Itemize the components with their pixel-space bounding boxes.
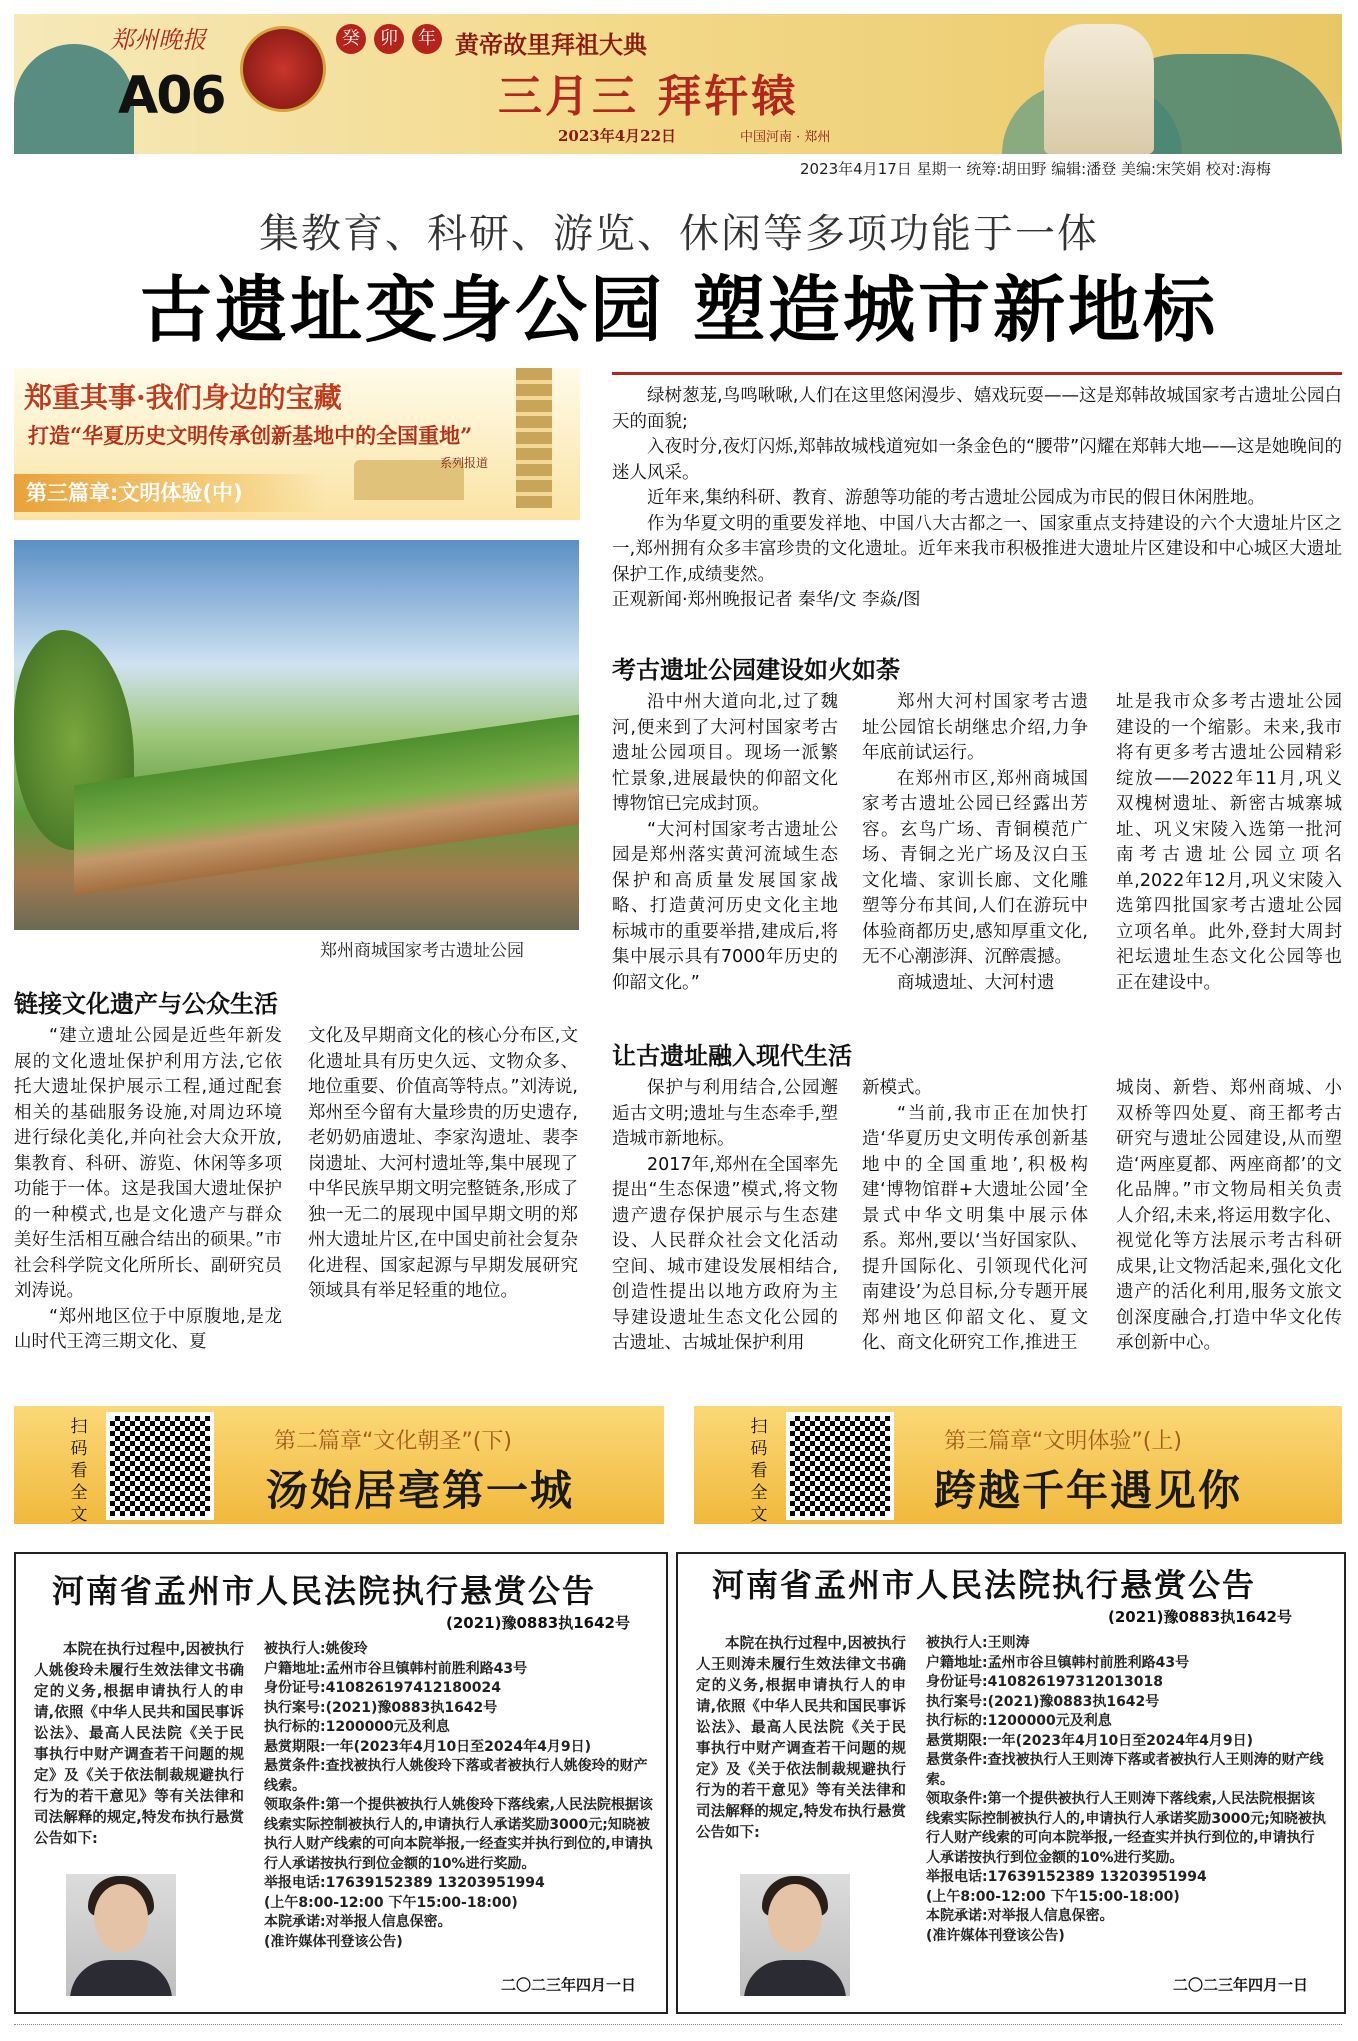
- detail-line: 悬赏期限:一年(2023年4月10日至2024年4月9日): [926, 1732, 1254, 1749]
- detail-line: 悬赏条件:查找被执行人王则涛下落或者被执行人王则涛的财产线索。: [926, 1752, 1324, 1788]
- paragraph: “当前,我市正在加快打造‘华夏历史文明传承创新基地中的全国重地’,积极构建‘博物馆群+大遗址公园’全景式中华文明集中展示体系。郑州,要以‘当好国家队、提升国际化、引领现代化河南建设’为总目标,分专题开展郑州地区仰韶文化、夏文化、商文化研究工作,推进王: [862, 1103, 1088, 1353]
- suspect-photo: [740, 1874, 850, 1996]
- scan-label: 扫码看全文: [750, 1417, 768, 1525]
- detail-line: 身份证号:410826197312013018: [926, 1674, 1163, 1690]
- face-shape: [768, 1884, 822, 1952]
- intro-paragraph: 近年来,集纳科研、教育、游憩等功能的考古遗址公园成为市民的假日休闲胜地。: [647, 488, 1266, 508]
- intro-paragraph: 入夜时分,夜灯闪烁,郑韩故城栈道宛如一条金色的“腰带”闪耀在郑韩大地——这是她晚间的迷人风采。: [612, 437, 1342, 483]
- detail-line: 执行案号:(2021)豫0883执1642号: [926, 1693, 1160, 1710]
- detail-line: 执行标的:1200000元及利息: [926, 1713, 1112, 1729]
- paragraph: 城岗、新砦、郑州商城、小双桥等四处夏、商王都考古研究与遗址公园建设,从而塑造‘两座夏都、两座商都’的文化品牌。”市文物局相关负责人介绍,未来,将运用数字化、视觉化等方法展示考古科研成果,让文物活起来,强化文化遗产的活化利用,服务文旅文创深度融合,打造中华文化传承创新中心。: [1116, 1078, 1342, 1353]
- detail-line: 执行案号:(2021)豫0883执1642号: [264, 1699, 498, 1716]
- notice-title: 河南省孟州市人民法院执行悬赏公告: [52, 1572, 597, 1610]
- paragraph: 在郑州市区,郑州商城国家考古遗址公园已经露出芳容。玄鸟广场、青铜模范广场、青铜之光广场及汉白玉文化墙、家训长廊、文化雕塑等分布其间,人们在游玩中体验商都历史,感知厚重文化,无不心潮澎湃、沉醉震撼。: [862, 768, 1088, 967]
- year-char: 年: [412, 24, 442, 54]
- detail-line: 执行标的:1200000元及利息: [264, 1719, 450, 1735]
- scan-label: 扫码看全文: [70, 1417, 88, 1525]
- paragraph: “大河村国家考古遗址公园是郑州落实黄河流域生态保护和高质量发展国家战略、打造黄河历史文化主地标城市的重要举措,建成后,将集中展示具有7000年历史的仰韶文化。”: [612, 819, 838, 993]
- detail-line: 户籍地址:孟州市谷旦镇韩村前胜利路43号: [264, 1660, 528, 1677]
- banner-chapter: 第二篇章“文化朝圣”(下): [274, 1429, 512, 1454]
- notice-case-number: (2021)豫0883执1642号: [446, 1614, 630, 1632]
- banner-title[interactable]: 汤始居亳第一城: [266, 1466, 575, 1515]
- main-headline: 古遗址变身公园 塑造城市新地标: [139, 267, 1219, 352]
- intro-rule: [612, 372, 1342, 375]
- detail-line: 本院承诺:对举报人信息保密。: [926, 1908, 1114, 1924]
- detail-line: (上午8:00-12:00 下午15:00-18:00): [264, 1894, 518, 1911]
- page-credits: 2023年4月17日 星期一 统筹:胡田野 编辑:潘登 美编:宋笑娟 校对:海梅: [800, 160, 1271, 178]
- paper-name-logo: 郑州晚报: [110, 26, 206, 54]
- notice-date: 二〇二三年四月一日: [1173, 1976, 1309, 1994]
- event-date: 2023年4月22日: [558, 127, 677, 145]
- series-title: 郑重其事·我们身边的宝藏: [24, 381, 342, 414]
- detail-line: 被执行人:姚俊玲: [264, 1641, 368, 1657]
- series-chapter: 第三篇章:文明体验(中): [14, 474, 326, 512]
- dragon-seal-icon: [240, 26, 326, 112]
- intro-paragraph: 绿树葱茏,鸟鸣啾啾,人们在这里悠闲漫步、嬉戏玩耍——这是郑韩故城国家考古遗址公园白天的面貌;: [612, 386, 1342, 432]
- section3-col2: [862, 1076, 1088, 1357]
- section-heading: 考古遗址公园建设如火如荼: [612, 656, 900, 684]
- headline-kicker: 集教育、科研、游览、休闲等多项功能于一体: [259, 211, 1099, 257]
- event-slogan: 三月三 拜轩辕: [498, 71, 799, 122]
- pagoda-decoration: [516, 368, 552, 508]
- section3-col3: [1116, 1076, 1342, 1357]
- paragraph: 商城遗址、大河村遗: [897, 972, 1055, 993]
- detail-line: 身份证号:410826197412180024: [264, 1680, 501, 1696]
- court-notice: [676, 1552, 1346, 2014]
- event-place: 中国河南 · 郑州: [740, 130, 831, 145]
- photo-caption: 郑州商城国家考古遗址公园: [320, 941, 524, 961]
- qr-code-icon[interactable]: [786, 1412, 894, 1520]
- detail-line: 本院承诺:对举报人信息保密。: [264, 1914, 452, 1930]
- mountain-decoration: [14, 44, 134, 154]
- detail-line: 举报电话:17639152389 13203951994: [926, 1869, 1207, 1885]
- shirt-shape: [70, 1960, 172, 1996]
- detail-line: 领取条件:第一个提供被执行人姚俊玲下落线索,人民法院根据该线索实际控制被执行人的,申请执行人承诺奖励3000元;知晓被执行人财产线索的可向本院举报,一经查实并执行到位的,申请执行人承诺按执行到位金额的10%进行奖励。: [264, 1797, 653, 1872]
- paragraph: 保护与利用结合,公园邂逅古文明;遗址与生态牵手,塑造城市新地标。: [612, 1078, 838, 1149]
- series-tag: 系列报道: [440, 456, 489, 470]
- notice-case-number: (2021)豫0883执1642号: [1108, 1608, 1292, 1626]
- section-heading: 让古遗址融入现代生活: [612, 1042, 852, 1070]
- year-char: 卯: [374, 24, 404, 54]
- notice-body: [696, 1634, 906, 1844]
- notice-title: 河南省孟州市人民法院执行悬赏公告: [712, 1566, 1257, 1604]
- detail-line: (上午8:00-12:00 下午15:00-18:00): [926, 1888, 1180, 1905]
- series-banner: [14, 368, 580, 520]
- section1-col2: [862, 690, 1088, 996]
- notice-body: [34, 1640, 244, 1850]
- paragraph: 郑州大河村国家考古遗址公园馆长胡继忠介绍,力争年底前试运行。: [862, 692, 1088, 763]
- banner-title[interactable]: 跨越千年遇见你: [934, 1466, 1243, 1515]
- city-wall-shape: [74, 715, 579, 896]
- paragraph: 新模式。: [862, 1078, 932, 1098]
- detail-line: (准许媒体刊登该公告): [264, 1933, 403, 1950]
- face-shape: [94, 1884, 148, 1952]
- notice-date: 二〇二三年四月一日: [501, 1976, 637, 1994]
- court-notice: [14, 1552, 668, 2014]
- notice-details: [926, 1634, 1326, 1946]
- section2-col2: [308, 1024, 578, 1305]
- paragraph: 文化及早期商文化的核心分布区,文化遗址具有历史久远、文物众多、地位重要、价值高等特点。”刘涛说,郑州至今留有大量珍贵的历史遗存,老奶奶庙遗址、李家沟遗址、裴李岗遗址、大河村遗址等,集中展现了中华民族早期文明完整链条,形成了独一无二的展现中国早期文明的郑州大遗址片区,在中国史前社会复杂化进程、国家起源与早期发展研究领域具有举足轻重的地位。: [308, 1026, 578, 1301]
- shirt-shape: [744, 1960, 846, 1996]
- qr-code-icon[interactable]: [106, 1412, 214, 1520]
- year-char: 癸: [336, 24, 366, 54]
- suspect-photo: [66, 1874, 176, 1996]
- intro-text: [612, 384, 1342, 614]
- detail-line: 户籍地址:孟州市谷旦镇韩村前胜利路43号: [926, 1654, 1190, 1671]
- page-number: A06: [118, 66, 225, 126]
- notice-details: [264, 1640, 654, 1952]
- huangdi-statue-image: [1044, 24, 1154, 154]
- byline: 正观新闻·郑州晚报记者 秦华/文 李焱/图: [612, 590, 921, 610]
- site-photo: [14, 540, 579, 930]
- paragraph: “郑州地区位于中原腹地,是龙山时代王湾三期文化、夏: [14, 1306, 282, 1352]
- intro-paragraph: 作为华夏文明的重要发祥地、中国八大古都之一、国家重点支持建设的六个大遗址片区之一,郑州拥有众多丰富珍贵的文化遗址。近年来我市积极推进大遗址片区建设和中心城区大遗址保护工作,成绩斐然。: [612, 513, 1342, 585]
- detail-line: 悬赏条件:查找被执行人姚俊玲下落或者被执行人姚俊玲的财产线索。: [264, 1758, 648, 1794]
- banner-chapter: 第三篇章“文明体验”(上): [944, 1429, 1182, 1454]
- detail-line: 举报电话:17639152389 13203951994: [264, 1875, 545, 1891]
- paragraph: 2017年,郑州在全国率先提出“生态保遗”模式,将文物遗产遗存保护展示与生态建设、人民群众社会文化活动空间、城市建设发展相结合,创造性提出以地方政府为主导建设遗址生态文化公园的古遗址、古城址保护利用: [612, 1154, 838, 1353]
- section1-col1: [612, 690, 838, 996]
- section2-col1: [14, 1024, 282, 1356]
- detail-line: 悬赏期限:一年(2023年4月10日至2024年4月9日): [264, 1738, 592, 1755]
- paragraph: 沿中州大道向北,过了魏河,便来到了大河村国家考古遗址公园项目。现场一派繁忙景象,进展最快的仰韶文化博物馆已完成封顶。: [612, 692, 838, 814]
- notice-paragraph: 本院在执行过程中,因被执行人王则涛未履行生效法律文书确定的义务,根据申请执行人的申请,依照《中华人民共和国民事诉讼法》、最高人民法院《关于民事执行中财产调查若干问题的规定》及《关于依法制裁规避执行行为的若干意见》等有关法律和司法解释的规定,特发布执行悬赏公告如下:: [696, 1636, 906, 1841]
- detail-line: 被执行人:王则涛: [926, 1635, 1030, 1651]
- section-heading: 链接文化遗产与公众生活: [14, 990, 278, 1018]
- paragraph: 址是我市众多考古遗址公园建设的一个缩影。未来,我市将有更多考古遗址公园精彩绽放——2022年11月,巩义双槐树遗址、新密古城寨城址、巩义宋陵入选第一批河南考古遗址公园立项名单,2022年12月,巩义宋陵入选第四批国家考古遗址公园立项名单。此外,登封大周封祀坛遗址生态文化公园等也正在建设中。: [1116, 692, 1342, 993]
- qr-banner[interactable]: [14, 1406, 664, 1524]
- qr-banner[interactable]: [694, 1406, 1342, 1524]
- section1-col3: [1116, 690, 1342, 996]
- section3-col1: [612, 1076, 838, 1357]
- notice-paragraph: 本院在执行过程中,因被执行人姚俊玲未履行生效法律文书确定的义务,根据申请执行人的申请,依照《中华人民共和国民事诉讼法》、最高人民法院《关于民事执行中财产调查若干问题的规定》及《关于依法制裁规避执行行为的若干意见》等有关法律和司法解释的规定,特发布执行悬赏公告如下:: [34, 1642, 244, 1847]
- detail-line: (准许媒体刊登该公告): [926, 1927, 1065, 1944]
- event-name: 黄帝故里拜祖大典: [455, 30, 647, 59]
- series-subtitle: 打造“华夏历史文明传承创新基地中的全国重地”: [28, 423, 473, 448]
- paragraph: “建立遗址公园是近些年新发展的文化遗址保护利用方法,它依托大遗址保护展示工程,通过配套相关的基础服务设施,对周边环境进行绿化美化,并向社会大众开放,集教育、科研、游览、休闲等多项功能于一体。这是我国大遗址保护的一种模式,也是文化遗产与群众美好生活相互融合结出的硕果。”市社会科学院文化所所长、副研究员刘涛说。: [14, 1026, 282, 1301]
- page-bottom-rule: [14, 2024, 1342, 2025]
- detail-line: 领取条件:第一个提供被执行人王则涛下落线索,人民法院根据该线索实际控制被执行人的,申请执行人承诺奖励3000元;知晓被执行人财产线索的可向本院举报,一经查实并执行到位的,申请执行人承诺按执行到位金额的10%进行奖励。: [926, 1791, 1326, 1866]
